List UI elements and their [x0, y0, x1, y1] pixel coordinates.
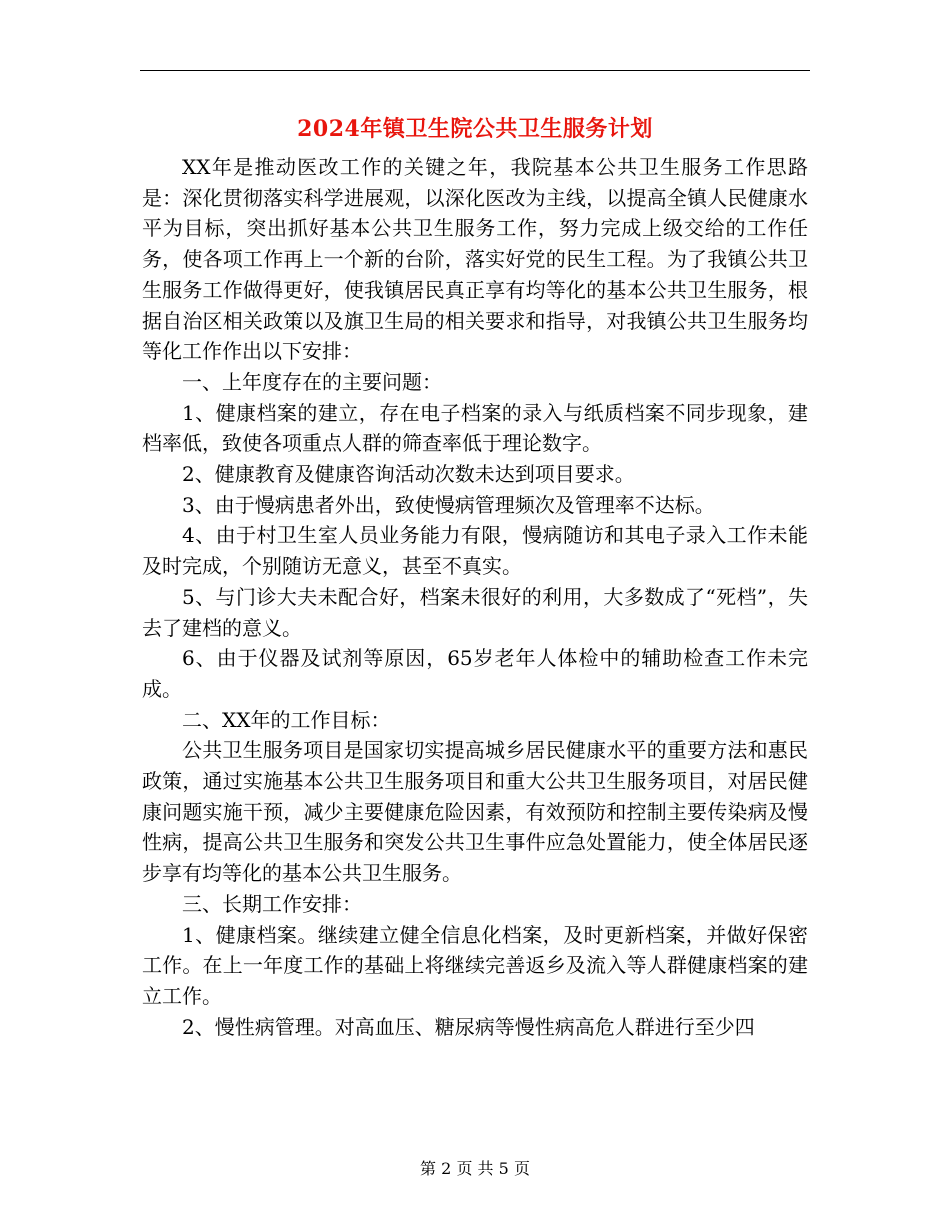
section-heading-arrangements: 三、长期工作安排：	[182, 891, 362, 916]
paragraph-problem-6: 6、由于仪器及试剂等原因，65岁老年人体检中的辅助检查工作未完成。	[142, 646, 808, 701]
page-footer	[0, 1156, 950, 1179]
paragraph-problem-3: 3、由于慢病患者外出，致使慢病管理频次及管理率不达标。	[182, 492, 715, 517]
paragraph-goals: 公共卫生服务项目是国家切实提高城乡居民健康水平的重要方法和惠民政策，通过实施基本公共卫生服务项目和重大公共卫生服务项目，对居民健康问题实施干预，减少主要健康危险因素，有效预防和控制主要传染病及慢性病，提高公共卫生服务和突发公共卫生事件应急处置能力，使全体居民逐步享有均等化的基本公共卫生服务。	[142, 738, 808, 886]
footer-page-label: 第	[420, 1159, 437, 1178]
section-heading-goals: 二、XX年的工作目标：	[182, 707, 391, 732]
footer-total-label: 共	[477, 1159, 494, 1178]
footer-current-page: 2	[441, 1159, 452, 1178]
document-body	[142, 152, 808, 1042]
paragraph-arrangement-1: 1、健康档案。继续建立健全信息化档案，及时更新档案，并做好保密工作。在上一年度工作的基础上将继续完善返乡及流入等人群健康档案的建立工作。	[142, 922, 808, 1008]
document-title: 2024年镇卫生院公共卫生服务计划	[297, 116, 653, 142]
paragraph-intro: XX年是推动医改工作的关键之年，我院基本公共卫生服务工作思路是：深化贯彻落实科学进展观，以深化医改为主线，以提高全镇人民健康水平为目标，突出抓好基本公共卫生服务工作，努力完成上级交给的工作任务，使各项工作再上一个新的台阶，落实好党的民生工程。为了我镇公共卫生服务工作做得更好，使我镇居民真正享有均等化的基本公共卫生服务，根据自治区相关政策以及旗卫生局的相关要求和指导，对我镇公共卫生服务均等化工作作出以下安排：	[142, 155, 808, 364]
paragraph-problem-1: 1、健康档案的建立，存在电子档案的录入与纸质档案不同步现象，建档率低，致使各项重点人群的筛查率低于理论数字。	[142, 400, 808, 456]
footer-page-unit: 页	[456, 1159, 473, 1178]
header-rule	[140, 70, 810, 71]
paragraph-problem-4: 4、由于村卫生室人员业务能力有限，慢病随访和其电子录入工作未能及时完成，个别随访无意义，甚至不真实。	[142, 523, 808, 579]
section-heading-problems: 一、上年度存在的主要问题：	[182, 369, 442, 394]
paragraph-problem-2: 2、健康教育及健康咨询活动次数未达到项目要求。	[182, 462, 635, 487]
footer-total-unit: 页	[513, 1159, 530, 1178]
paragraph-problem-5: 5、与门诊大夫未配合好，档案未很好的利用，大多数成了“死档”，失去了建档的意义。	[142, 584, 808, 640]
paragraph-arrangement-2: 2、慢性病管理。对高血压、糖尿病等慢性病高危人群进行至少四	[182, 1014, 755, 1039]
footer-total-pages: 5	[498, 1159, 509, 1178]
